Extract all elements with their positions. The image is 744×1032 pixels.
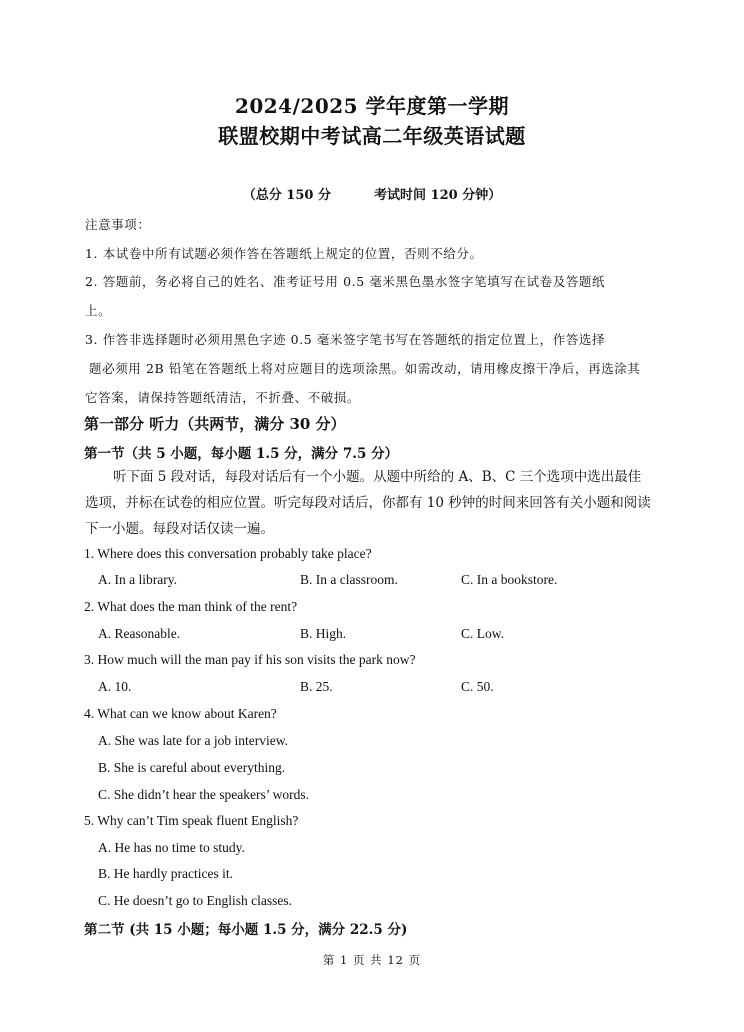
question-3: 3. How much will the man pay if his son visits the park now? — [84, 652, 416, 667]
question-3-option-b: B. 25. — [300, 679, 333, 694]
question-5-option-c: C. He doesn’t go to English classes. — [98, 893, 292, 908]
notes-heading: 注意事项： — [85, 217, 151, 232]
question-1-option-c: C. In a bookstore. — [461, 572, 558, 587]
question-2-option-a: A. Reasonable. — [98, 626, 181, 641]
question-4-option-c: C. She didn’t hear the speakers’ words. — [98, 787, 309, 802]
note-2-line2: 上。 — [85, 303, 112, 318]
question-4: 4. What can we know about Karen? — [84, 706, 277, 721]
total-score: （总分 150 分 — [242, 188, 331, 203]
section1-heading: 第一节（共 5 小题，每小题 1.5 分，满分 7.5 分） — [84, 446, 399, 462]
exam-info — [0, 184, 744, 203]
section1-instruction-1: 听下面 5 段对话，每段对话后有一个小题。从题中所给的 A、B、C 三个选项中选出最佳 — [113, 469, 642, 485]
section2-heading: 第二节 (共 15 小题；每小题 1.5 分，满分 22.5 分) — [84, 922, 408, 938]
page-footer: 第 1 页 共 12 页 — [322, 953, 422, 967]
question-3-option-a: A. 10. — [98, 679, 132, 694]
question-5-option-b: B. He hardly practices it. — [98, 866, 233, 881]
note-3-line1: 3. 作答非选择题时必须用黑色字迹 0.5 毫米签字笔书写在答题纸的指定位置上，作答选择 — [85, 332, 606, 347]
question-5: 5. Why can’t Tim speak fluent English? — [84, 813, 299, 828]
question-2: 2. What does the man think of the rent? — [84, 599, 298, 614]
question-1: 1. Where does this conversation probably take place? — [84, 546, 372, 561]
question-1-option-b: B. In a classroom. — [300, 572, 398, 587]
question-5-option-a: A. He has no time to study. — [98, 840, 245, 855]
exam-title-line2: 联盟校期中考试高二年级英语试题 — [218, 124, 526, 148]
note-3-line3: 它答案，请保持答题纸清洁，不折叠、不破损。 — [85, 390, 361, 405]
exam-time: 考试时间 120 分钟） — [374, 188, 502, 203]
note-2-line1: 2. 答题前，务必将自己的姓名、准考证号用 0.5 毫米黑色墨水签字笔填写在试卷及答题纸 — [85, 274, 606, 289]
question-3-option-c: C. 50. — [461, 679, 494, 694]
section1-instruction-3: 下一小题。每段对话仅读一遍。 — [85, 521, 274, 537]
question-4-option-a: A. She was late for a job interview. — [98, 733, 288, 748]
question-2-option-b: B. High. — [300, 626, 347, 641]
part1-heading: 第一部分 听力（共两节，满分 30 分） — [84, 415, 346, 433]
question-4-option-b: B. She is careful about everything. — [98, 760, 286, 775]
section1-instruction-2: 选项，并标在试卷的相应位置。听完每段对话后，你都有 10 秒钟的时间来回答有关小题和阅读 — [85, 495, 651, 511]
exam-title-line1: 2024/2025 学年度第一学期 — [234, 94, 510, 118]
question-1-option-a: A. In a library. — [98, 572, 177, 587]
note-3-line2: 题必须用 2B 铅笔在答题纸上将对应题目的选项涂黑。如需改动，请用橡皮擦干净后，再选涂其 — [89, 361, 641, 376]
question-2-option-c: C. Low. — [461, 626, 504, 641]
note-1: 1. 本试卷中所有试题必须作答在答题纸上规定的位置，否则不给分。 — [85, 246, 483, 261]
